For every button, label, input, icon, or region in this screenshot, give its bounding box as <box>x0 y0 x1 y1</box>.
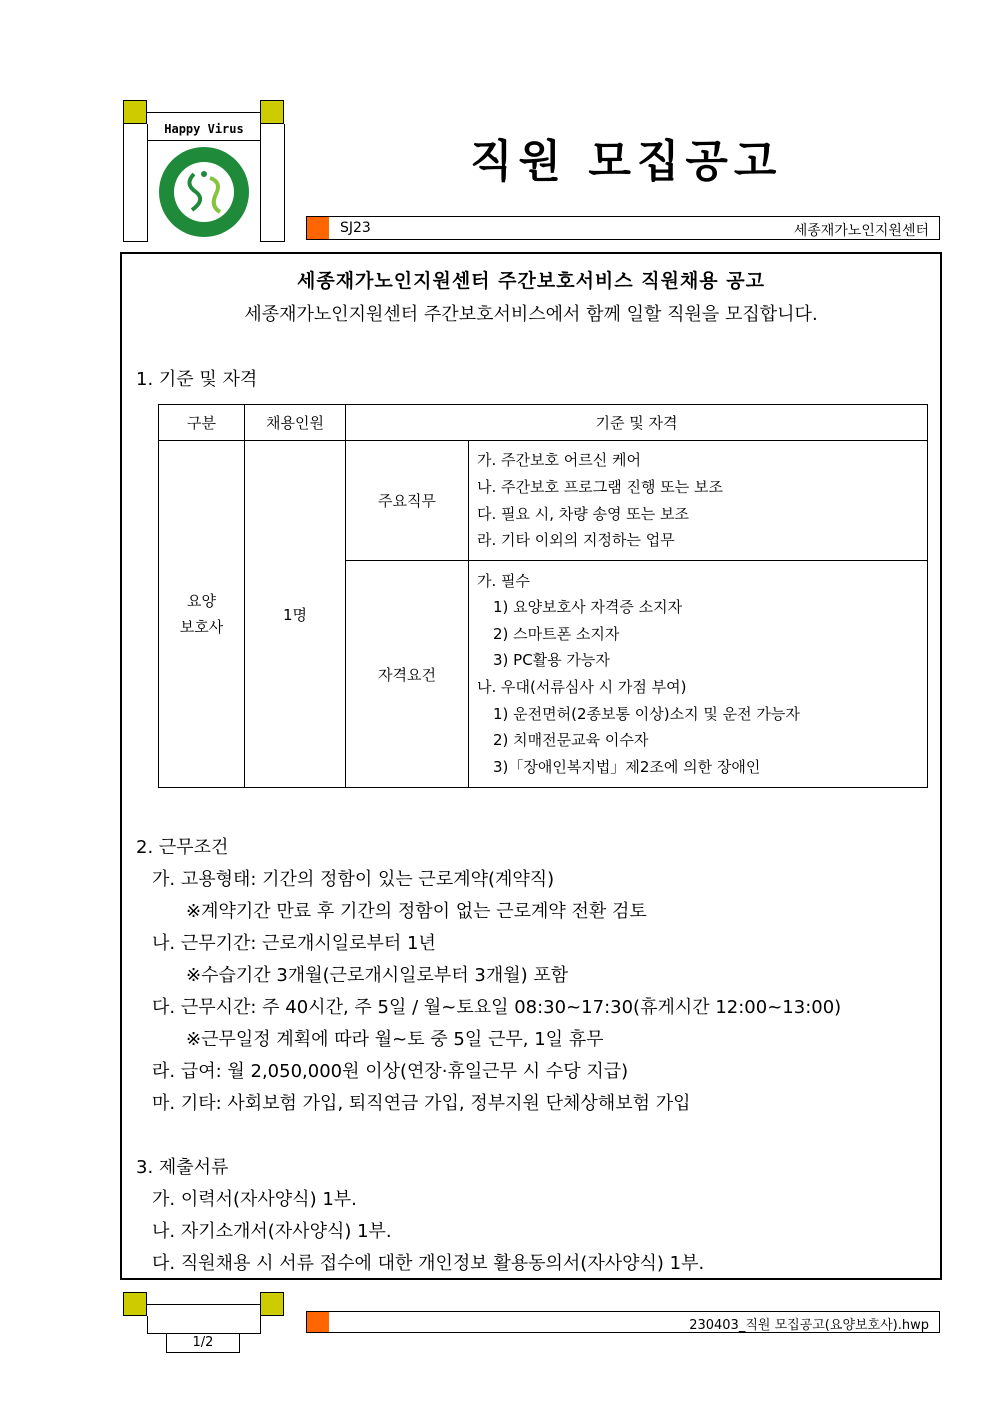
table-cell-duties <box>469 441 928 561</box>
list-item: 3) PC활용 가능자 <box>493 651 610 670</box>
footer-deco-line <box>147 1333 167 1334</box>
category-line: 요양 <box>187 592 216 610</box>
table-header-category: 구분 <box>159 405 245 441</box>
footer-deco-line <box>240 1333 261 1334</box>
announcement-title: 세종재가노인지원센터 주간보호서비스 직원채용 공고 <box>297 270 765 292</box>
list-item: 2) 스마트폰 소지자 <box>493 624 620 643</box>
page-title: 직원 모집공고 <box>470 136 783 187</box>
doc-code: SJ23 <box>340 220 371 236</box>
condition-note: ※수습기간 3개월(근로개시일로부터 3개월) 포함 <box>186 965 569 986</box>
footer-filename: 230403_직원 모집공고(요양보호사).hwp <box>689 1318 929 1333</box>
section2-heading: 2. 근무조건 <box>136 837 229 858</box>
list-item: 3)「장애인복지법」제2조에 의한 장애인 <box>493 757 761 776</box>
condition-note: ※계약기간 만료 후 기간의 정함이 없는 근로계약 전환 검토 <box>186 901 647 922</box>
footer-info-bar <box>306 1311 940 1333</box>
list-item: 1) 요양보호사 자격증 소지자 <box>493 598 683 617</box>
logo-emblem <box>154 144 254 240</box>
footer-deco-line <box>147 1316 148 1334</box>
footer-deco-line <box>260 1316 261 1334</box>
condition-item: 다. 근무시간: 주 40시간, 주 5일 / 월~토요일 08:30~17:30(휴게시간 12:00~13:00) <box>152 997 842 1018</box>
table-cell-qual-label: 자격요건 <box>346 561 469 788</box>
header-deco-line <box>260 241 285 242</box>
logo-ring-text <box>148 232 260 233</box>
table-cell-qualifications <box>469 561 928 788</box>
list-item: 가. 주간보호 어르신 케어 <box>477 451 641 470</box>
condition-item: 마. 기타: 사회보험 가입, 퇴직연금 가입, 정부지원 단체상해보험 가입 <box>152 1093 691 1114</box>
list-item: 나. 주간보호 프로그램 진행 또는 보조 <box>477 477 723 496</box>
condition-item: 나. 근무기간: 근로개시일로부터 1년 <box>152 933 436 954</box>
list-item: 가. 필수 <box>477 571 531 590</box>
logo-top-text: Happy Virus <box>164 122 244 136</box>
header-deco-line <box>123 124 124 242</box>
orange-marker <box>307 217 329 239</box>
document-item: 다. 직원채용 시 서류 접수에 대한 개인정보 활용동의서(자사양식) 1부. <box>152 1253 705 1274</box>
condition-note: ※근무일정 계획에 따라 월~토 중 5일 근무, 1일 휴무 <box>186 1029 604 1050</box>
category-line: 보호사 <box>179 618 224 636</box>
main-content-box <box>120 252 942 1280</box>
table-cell-duties-label: 주요직무 <box>346 441 469 561</box>
orange-marker <box>307 1312 329 1332</box>
document-item: 가. 이력서(자사양식) 1부. <box>152 1189 357 1210</box>
section3-heading: 3. 제출서류 <box>136 1157 229 1178</box>
footer-deco-line <box>147 1304 260 1305</box>
document-item: 나. 자기소개서(자사양식) 1부. <box>152 1221 392 1242</box>
list-item: 1) 운전면허(2종보통 이상)소지 및 운전 가능자 <box>493 704 800 723</box>
header-deco-square-right <box>260 100 284 124</box>
table-cell-category <box>159 441 245 788</box>
table-cell-count: 1명 <box>245 441 346 788</box>
list-item: 2) 치매전문교육 이수자 <box>493 731 649 750</box>
table-header-count: 채용인원 <box>245 405 346 441</box>
qualification-table <box>158 404 928 788</box>
list-item: 라. 기타 이외의 지정하는 업무 <box>477 531 675 550</box>
page-number: 1/2 <box>166 1333 240 1353</box>
footer-deco-square-left <box>123 1292 147 1316</box>
logo-divider <box>148 140 260 141</box>
header-deco-square-left <box>123 100 147 124</box>
table-header-criteria: 기준 및 자격 <box>346 405 928 441</box>
list-item: 나. 우대(서류심사 시 가점 부여) <box>477 678 687 696</box>
header-deco-line <box>147 112 260 113</box>
footer-deco-square-right <box>260 1292 284 1316</box>
condition-item: 라. 급여: 월 2,050,000원 이상(연장·휴일근무 시 수당 지급) <box>152 1061 629 1082</box>
section1-heading: 1. 기준 및 자격 <box>136 369 258 390</box>
logo <box>148 118 260 242</box>
condition-item: 가. 고용형태: 기간의 정함이 있는 근로계약(계약직) <box>152 869 555 890</box>
header-info-bar <box>306 216 940 240</box>
organization-name: 세종재가노인지원센터 <box>793 223 929 239</box>
header-deco-line <box>284 124 285 242</box>
list-item: 다. 필요 시, 차량 송영 또는 보조 <box>477 504 690 523</box>
announcement-subtitle: 세종재가노인지원센터 주간보호서비스에서 함께 일할 직원을 모집합니다. <box>244 304 818 325</box>
header-deco-line <box>123 241 148 242</box>
header-deco-line <box>260 124 261 242</box>
